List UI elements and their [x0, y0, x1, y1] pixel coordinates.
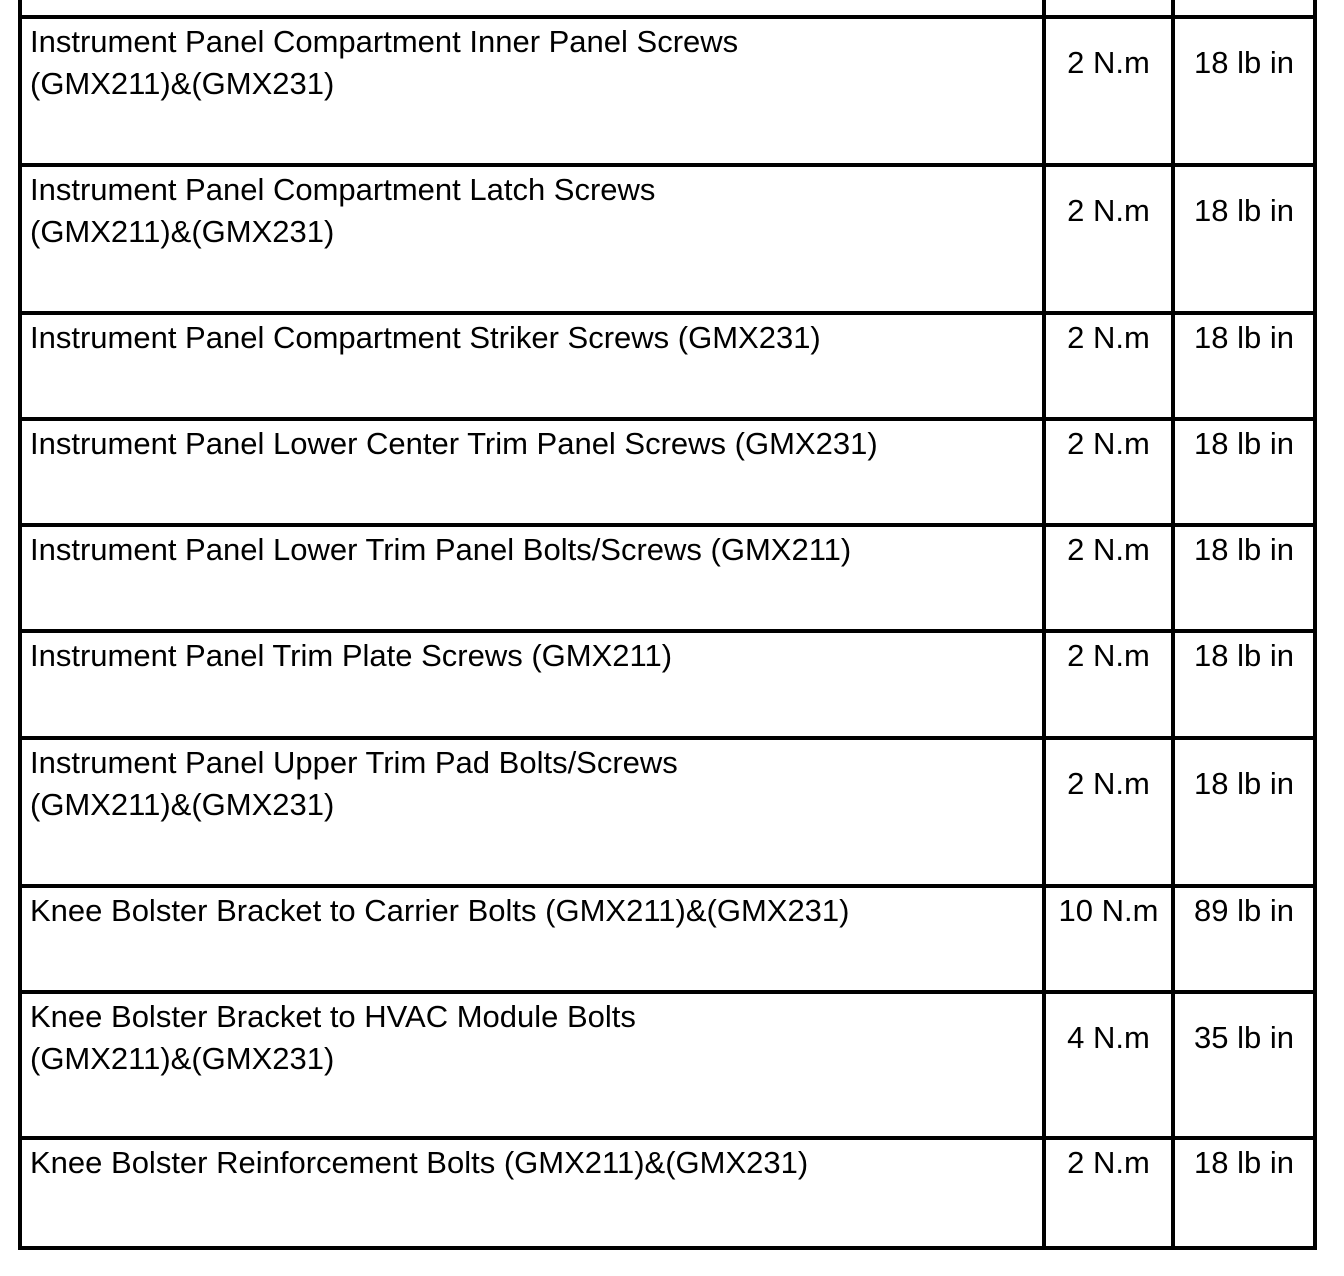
metric-value: 2 N.m [1067, 193, 1150, 228]
description-cell: Knee Bolster Bracket to HVAC Module Bolts (GMX211)&(GMX231) [22, 994, 1046, 1136]
description-cell: Knee Bolster Reinforcement Bolts (GMX211)&(GMX231) [22, 1140, 1046, 1246]
description-cell [22, 0, 1046, 15]
english-value: 18 lb in [1194, 638, 1294, 673]
description-cell: Instrument Panel Compartment Latch Screws (GMX211)&(GMX231) [22, 167, 1046, 311]
metric-cell [1046, 1140, 1175, 1246]
metric-cell [1046, 888, 1175, 990]
table-row [22, 527, 1313, 633]
english-cell [1175, 421, 1313, 523]
english-cell [1175, 740, 1313, 884]
description-cell: Instrument Panel Upper Trim Pad Bolts/Screws (GMX211)&(GMX231) [22, 740, 1046, 884]
description-cell: Knee Bolster Bracket to Carrier Bolts (GMX211)&(GMX231) [22, 888, 1046, 990]
table-row [22, 633, 1313, 740]
metric-value: 2 N.m [1067, 1145, 1150, 1180]
table-row [22, 888, 1313, 994]
english-value: 18 lb in [1194, 193, 1294, 228]
table-row [22, 167, 1313, 315]
metric-cell [1046, 421, 1175, 523]
english-value: 18 lb in [1194, 532, 1294, 567]
metric-cell [1046, 19, 1175, 163]
metric-cell [1046, 633, 1175, 736]
english-cell [1175, 527, 1313, 629]
metric-value: 2 N.m [1067, 45, 1150, 80]
metric-value: 2 N.m [1067, 766, 1150, 801]
table-row [22, 315, 1313, 421]
english-cell [1175, 19, 1313, 163]
metric-value: 2 N.m [1067, 320, 1150, 355]
english-cell [1175, 994, 1313, 1136]
english-cell [1175, 633, 1313, 736]
metric-cell [1046, 527, 1175, 629]
english-cell [1175, 888, 1313, 990]
english-value: 35 lb in [1194, 1020, 1294, 1055]
metric-value: 4 N.m [1067, 1020, 1150, 1055]
english-value: 18 lb in [1194, 320, 1294, 355]
torque-spec-table [18, 0, 1317, 1250]
english-cell [1175, 167, 1313, 311]
description-cell: Instrument Panel Compartment Inner Panel Screws (GMX211)&(GMX231) [22, 19, 1046, 163]
metric-value: 2 N.m [1067, 426, 1150, 461]
description-cell: Instrument Panel Trim Plate Screws (GMX211) [22, 633, 1046, 736]
metric-cell [1046, 740, 1175, 884]
description-cell: Instrument Panel Compartment Striker Screws (GMX231) [22, 315, 1046, 417]
metric-cell [1046, 167, 1175, 311]
table-row [22, 1140, 1313, 1246]
metric-cell [1046, 994, 1175, 1136]
english-value: 18 lb in [1194, 45, 1294, 80]
english-value: 89 lb in [1194, 893, 1294, 928]
english-value: 18 lb in [1194, 426, 1294, 461]
table-row [22, 994, 1313, 1140]
english-cell [1175, 315, 1313, 417]
english-cell [1175, 0, 1313, 15]
english-cell [1175, 1140, 1313, 1246]
table-row [22, 421, 1313, 527]
english-value: 18 lb in [1194, 766, 1294, 801]
english-value: 18 lb in [1194, 1145, 1294, 1180]
description-cell: Instrument Panel Lower Trim Panel Bolts/Screws (GMX211) [22, 527, 1046, 629]
metric-cell [1046, 0, 1175, 15]
table-row [22, 0, 1313, 19]
metric-cell [1046, 315, 1175, 417]
table-row [22, 740, 1313, 888]
description-cell: Instrument Panel Lower Center Trim Panel Screws (GMX231) [22, 421, 1046, 523]
table-row [22, 19, 1313, 167]
metric-value: 2 N.m [1067, 532, 1150, 567]
metric-value: 2 N.m [1067, 638, 1150, 673]
metric-value: 10 N.m [1058, 893, 1159, 928]
